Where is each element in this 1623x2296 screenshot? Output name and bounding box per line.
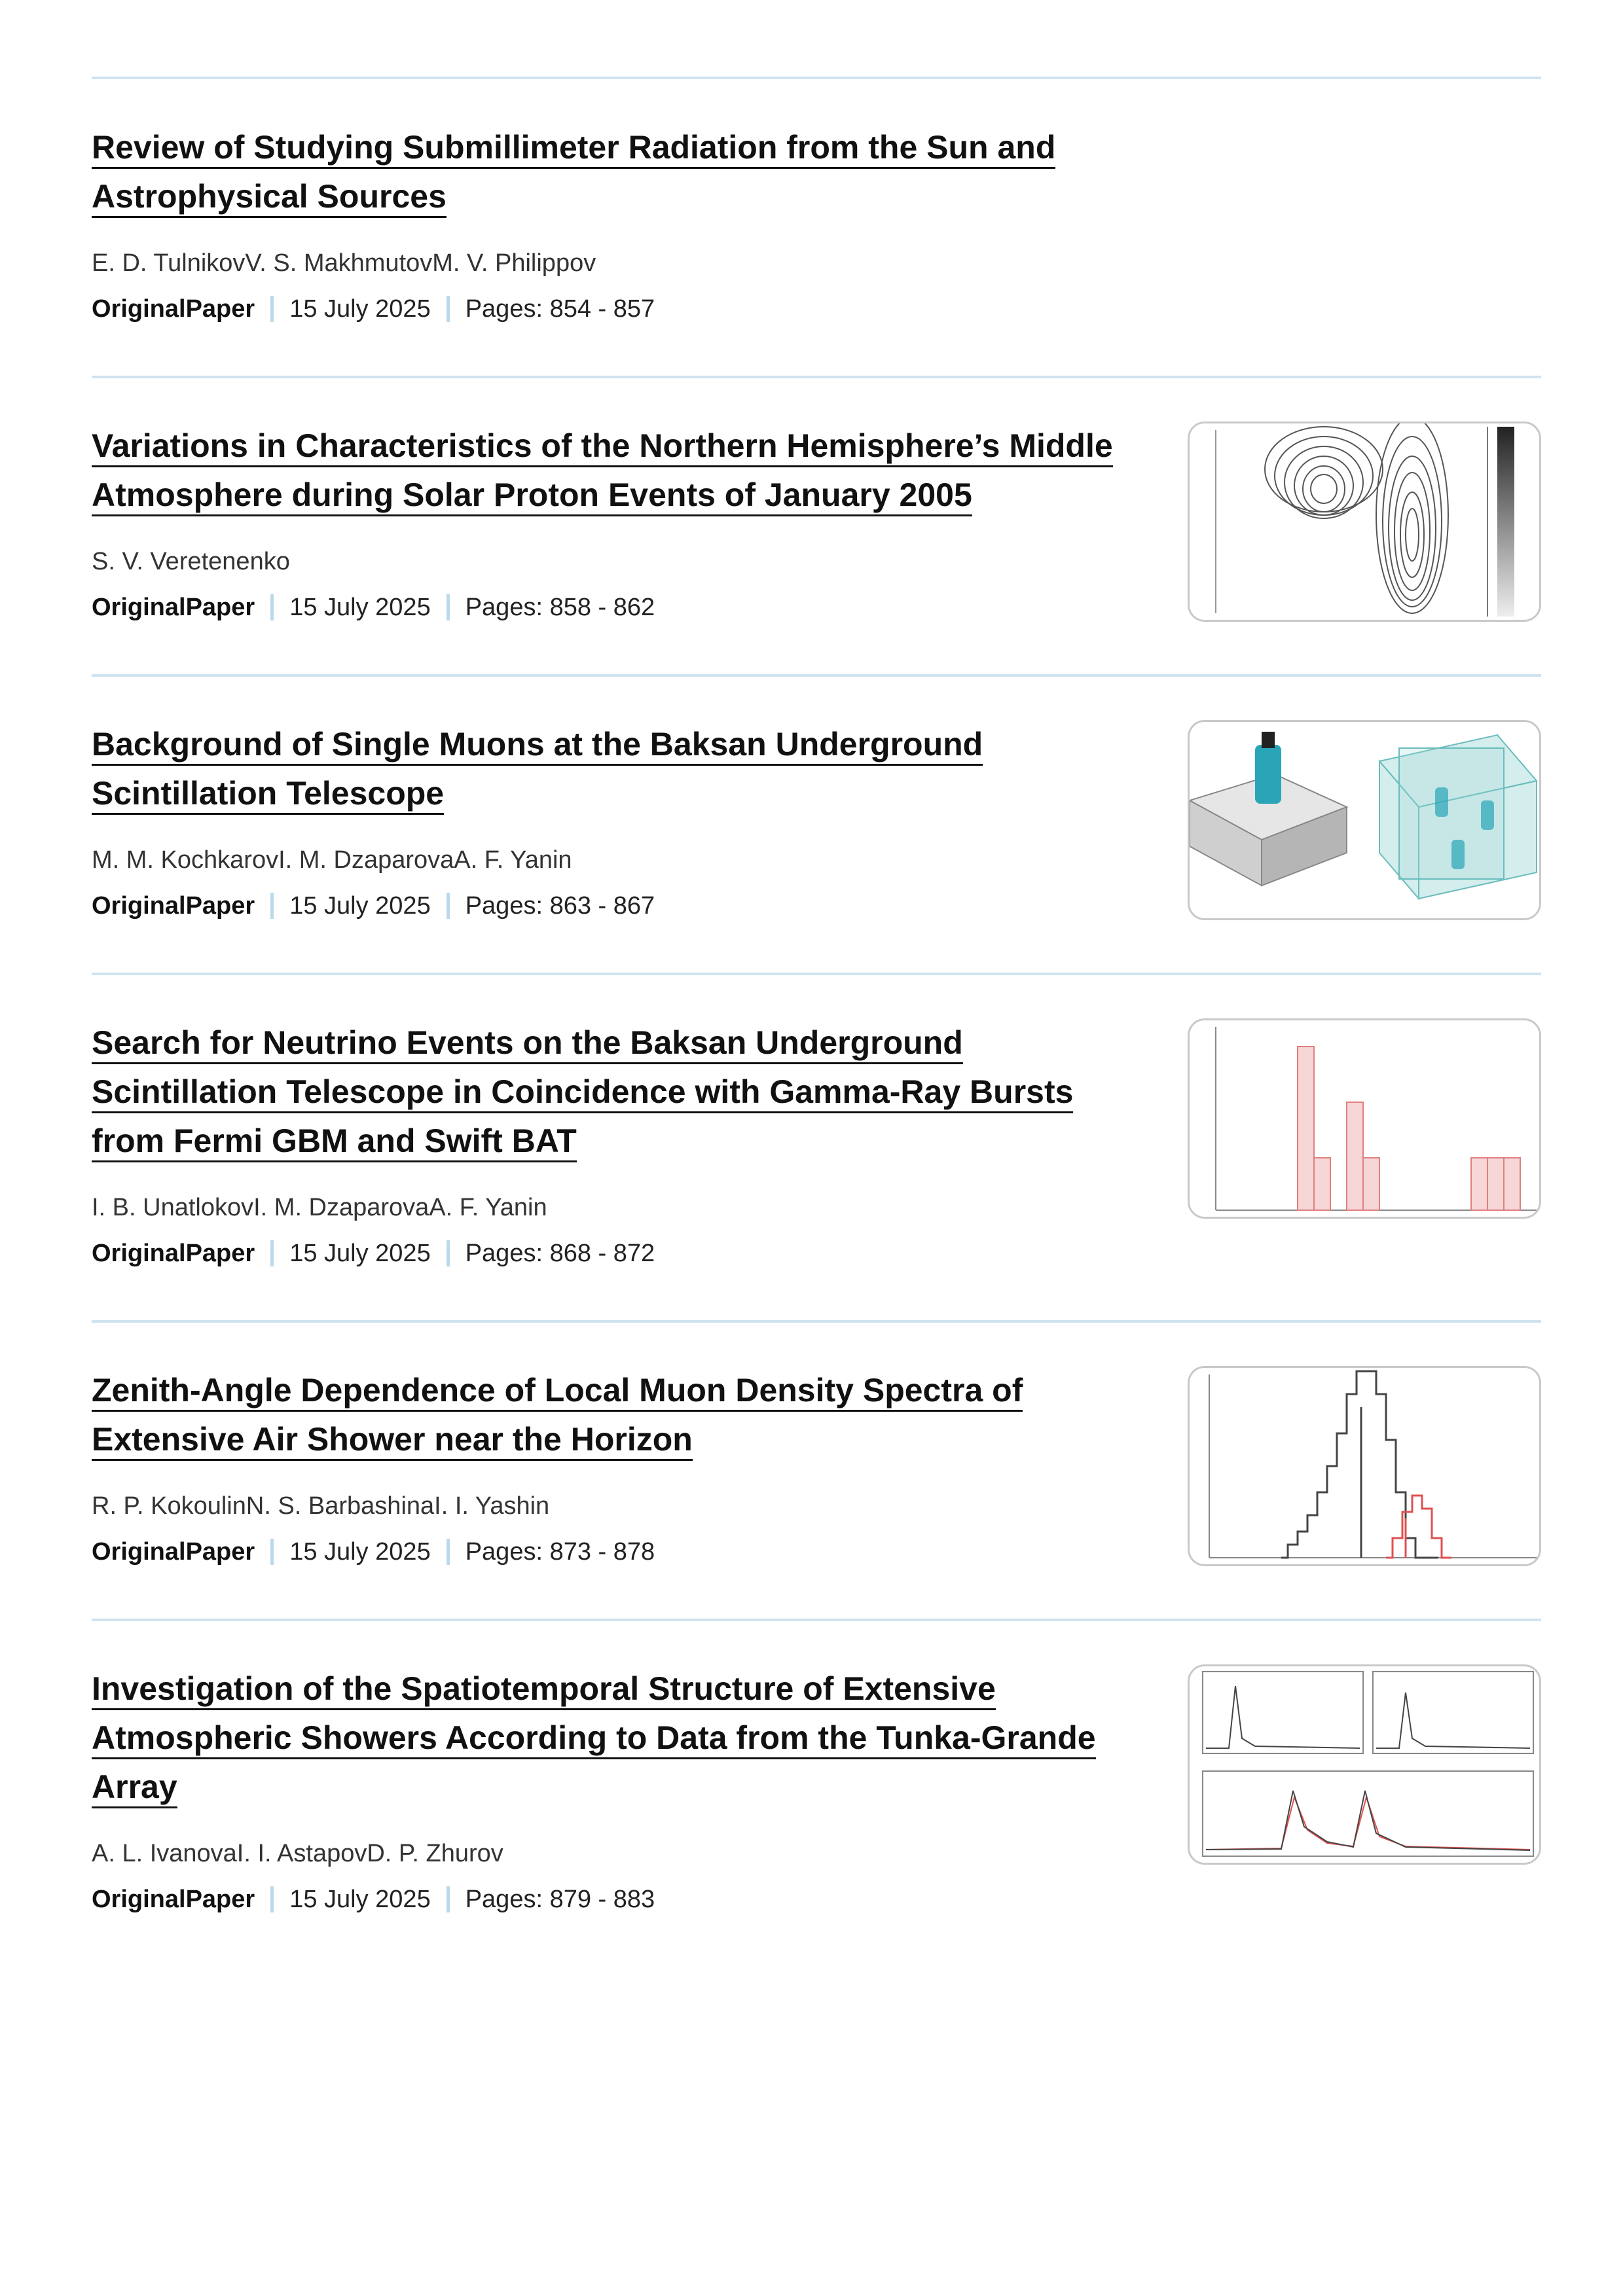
meta-separator <box>447 893 450 919</box>
article-authors: S. V. Veretenenko <box>92 548 290 575</box>
step-histogram-image <box>1190 1368 1539 1564</box>
divider <box>92 1619 1541 1621</box>
step-histogram-thumbnail[interactable] <box>1188 1366 1541 1566</box>
article-date: 15 July 2025 <box>289 1538 431 1566</box>
histogram-image <box>1190 1020 1539 1217</box>
article-date: 15 July 2025 <box>289 1886 431 1913</box>
article-pages: Pages: 863 - 867 <box>465 892 655 920</box>
divider <box>92 77 1541 79</box>
article-authors: R. P. KokoulinN. S. BarbashinaI. I. Yashin <box>92 1492 550 1520</box>
article-title <box>92 1018 1139 1166</box>
article-type: OriginalPaper <box>92 1240 255 1267</box>
multi-panel-plot-thumbnail[interactable] <box>1188 1664 1541 1865</box>
article-pages: Pages: 873 - 878 <box>465 1538 655 1566</box>
article-title-link[interactable]: Variations in Characteristics of the Northern Hemisphere’s Middle Atmosphere during Solar Proton Events of January 2005 <box>92 427 1113 516</box>
article-pages: Pages: 879 - 883 <box>465 1886 655 1913</box>
article-title <box>92 1366 1139 1464</box>
meta-separator <box>447 1886 450 1912</box>
contour-plot-thumbnail[interactable] <box>1188 422 1541 622</box>
article-title-link[interactable]: Background of Single Muons at the Baksan Underground Scintillation Telescope <box>92 726 983 815</box>
article-item <box>92 123 1541 325</box>
detector-3d-thumbnail[interactable] <box>1188 720 1541 920</box>
contour-plot-image <box>1190 423 1539 620</box>
article-title-link[interactable]: Review of Studying Submillimeter Radiation from the Sun and Astrophysical Sources <box>92 129 1055 218</box>
meta-separator <box>270 1539 274 1565</box>
divider <box>92 973 1541 975</box>
article-item <box>92 720 1541 922</box>
article-title <box>92 422 1139 520</box>
article-meta <box>92 1238 1541 1269</box>
article-authors: I. B. UnatlokovI. M. DzaparovaA. F. Yanin <box>92 1194 547 1221</box>
article-title <box>92 1664 1139 1812</box>
meta-separator <box>270 1240 274 1266</box>
histogram-thumbnail[interactable] <box>1188 1018 1541 1219</box>
divider <box>92 674 1541 677</box>
article-title-link[interactable]: Zenith-Angle Dependence of Local Muon Density Spectra of Extensive Air Shower near the Horizon <box>92 1372 1023 1461</box>
article-item <box>92 1664 1541 1915</box>
article-item <box>92 1366 1541 1568</box>
article-authors: A. L. IvanovaI. I. AstapovD. P. Zhurov <box>92 1840 503 1867</box>
meta-separator <box>270 1886 274 1912</box>
article-type: OriginalPaper <box>92 295 255 323</box>
article-date: 15 July 2025 <box>289 295 431 323</box>
meta-separator <box>447 1240 450 1266</box>
article-type: OriginalPaper <box>92 892 255 920</box>
detector-3d-image <box>1190 722 1539 918</box>
article-item <box>92 1018 1541 1269</box>
article-type: OriginalPaper <box>92 1538 255 1566</box>
article-title-link[interactable]: Search for Neutrino Events on the Baksan Underground Scintillation Telescope in Coincidence with Gamma-Ray Bursts from Fermi GBM and Swift BAT <box>92 1024 1073 1162</box>
article-title <box>92 123 1139 221</box>
meta-separator <box>447 296 450 322</box>
article-type: OriginalPaper <box>92 594 255 621</box>
article-pages: Pages: 868 - 872 <box>465 1240 655 1267</box>
meta-separator <box>270 893 274 919</box>
article-meta <box>92 1884 1541 1915</box>
divider <box>92 376 1541 378</box>
article-date: 15 July 2025 <box>289 594 431 621</box>
article-authors: M. M. KochkarovI. M. DzaparovaA. F. Yanin <box>92 846 572 874</box>
article-type: OriginalPaper <box>92 1886 255 1913</box>
article-date: 15 July 2025 <box>289 1240 431 1267</box>
meta-separator <box>270 296 274 322</box>
divider <box>92 1320 1541 1323</box>
article-title-link[interactable]: Investigation of the Spatiotemporal Structure of Extensive Atmospheric Showers According to Data from the Tunka-Grande Array <box>92 1670 1096 1808</box>
article-meta <box>92 293 1541 325</box>
article-authors: E. D. TulnikovV. S. MakhmutovM. V. Philippov <box>92 249 596 277</box>
article-date: 15 July 2025 <box>289 892 431 920</box>
meta-separator <box>447 594 450 620</box>
meta-separator <box>447 1539 450 1565</box>
meta-separator <box>270 594 274 620</box>
article-item <box>92 422 1541 623</box>
article-title <box>92 720 1139 818</box>
multi-panel-plot-image <box>1190 1666 1539 1863</box>
article-pages: Pages: 858 - 862 <box>465 594 655 621</box>
article-pages: Pages: 854 - 857 <box>465 295 655 323</box>
